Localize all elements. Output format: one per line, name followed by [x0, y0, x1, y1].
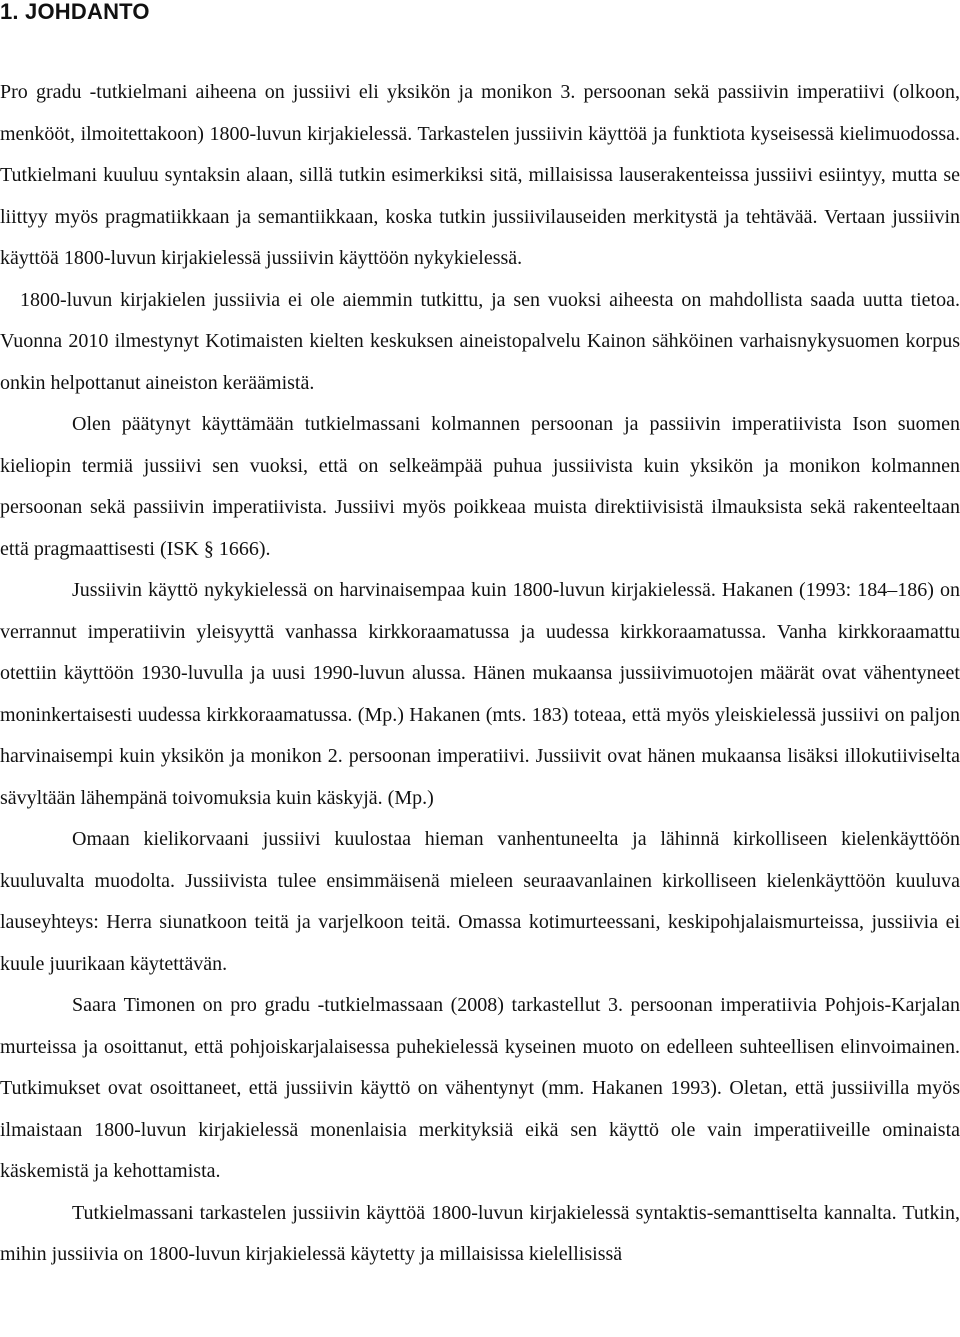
paragraph-5: Omaan kielikorvaani jussiivi kuulostaa hieman vanhentuneelta ja lähinnä kirkolliseen kielenkäyttöön kuuluvalta muodolta. Jussiivista tulee ensimmäisenä mieleen seuraavanlainen kirkolliseen kielenkäyttöön kuuluva lauseyhteys: Herra siunatkoon teitä ja varjelkoon teitä. Omassa kotimurteessani, keskipohjalaismurteissa, jussiivia ei kuule juurikaan käytettävän. — [0, 828, 960, 975]
paragraph-3: Olen päätynyt käyttämään tutkielmassani kolmannen persoonan ja passiivin imperatiivista Ison suomen kieliopin termiä jussiivi sen vuoksi, että on selkeämpää puhua jussiivista kuin yksikön ja monikon kolmannen persoonan sekä passiivin imperatiivista. Jussiivi myös poikkeaa muista direktiivisistä ilmauksista sekä rakenteeltaan että pragmaattisesti (ISK § 1666). — [0, 413, 960, 560]
chapter-body — [0, 72, 960, 1276]
paragraph-7: Tutkielmassani tarkastelen jussiivin käyttöä 1800-luvun kirjakielessä syntaktis-semanttiselta kannalta. Tutkin, mihin jussiivia on 1800-luvun kirjakielessä käytetty ja millaisissa kielellisissä — [0, 1201, 960, 1265]
chapter-heading: 1. JOHDANTO — [0, 0, 150, 24]
paragraph-6: Saara Timonen on pro gradu -tutkielmassaan (2008) tarkastellut 3. persoonan imperatiivia Pohjois-Karjalan murteissa ja osoittanut, että pohjoiskarjalaisessa puhekielessä kyseinen muoto on edelleen suhteellisen elinvoimainen. Tutkimukset ovat osoittaneet, että jussiivin käyttö on vähentynyt (mm. Hakanen 1993). Oletan, että jussiivilla myös ilmaistaan 1800-luvun kirjakielessä monenlaisia merkityksiä eikä sen käyttö ole vain imperatiiveille ominaista käskemistä ja kehottamista. — [0, 994, 960, 1182]
paragraph-4: Jussiivin käyttö nykykielessä on harvinaisempaa kuin 1800-luvun kirjakielessä. Hakanen (1993: 184–186) on verrannut imperatiivin yleisyyttä vanhassa kirkkoraamatussa ja uudessa kirkkoraamatussa. Vanha kirkkoraamattu otettiin käyttöön 1930-luvulla ja uusi 1990-luvun alussa. Hänen mukaansa jussiivimuotojen määrät ovat vähentyneet moninkertaisesti uudessa kirkkoraamatussa. (Mp.) Hakanen (mts. 183) toteaa, että myös yleiskielessä jussiivi on paljon harvinaisempi kuin yksikön ja monikon 2. persoonan imperatiivi. Jussiivit ovat hänen mukaansa lisäksi illokutiiviselta sävyltään lähempänä toivomuksia kuin käskyjä. (Mp.) — [0, 579, 960, 809]
paragraph-2: 1800-luvun kirjakielen jussiivia ei ole aiemmin tutkittu, ja sen vuoksi aiheesta on mahdollista saada uutta tietoa. Vuonna 2010 ilmestynyt Kotimaisten kielten keskuksen aineistopalvelu Kainon sähköinen varhaisnykysuomen korpus onkin helpottanut aineiston keräämistä. — [0, 288, 960, 394]
paragraph-1: Pro gradu -tutkielmani aiheena on jussiivi eli yksikön ja monikon 3. persoonan sekä passiivin imperatiivi (olkoon, menkööt, ilmoitettakoon) 1800-luvun kirjakielessä. Tarkastelen jussiivin käyttöä ja funktiota kyseisessä kielimuodossa. Tutkielmani kuuluu syntaksin alaan, sillä tutkin esimerkiksi sitä, millaisissa lauserakenteissa jussiivi esiintyy, mutta se liittyy myös pragmatiikkaan ja semantiikkaan, koska tutkin jussiivilauseiden merkitystä ja tehtävää. Vertaan jussiivin käyttöä 1800-luvun kirjakielessä jussiivin käyttöön nykykielessä. — [0, 81, 960, 269]
